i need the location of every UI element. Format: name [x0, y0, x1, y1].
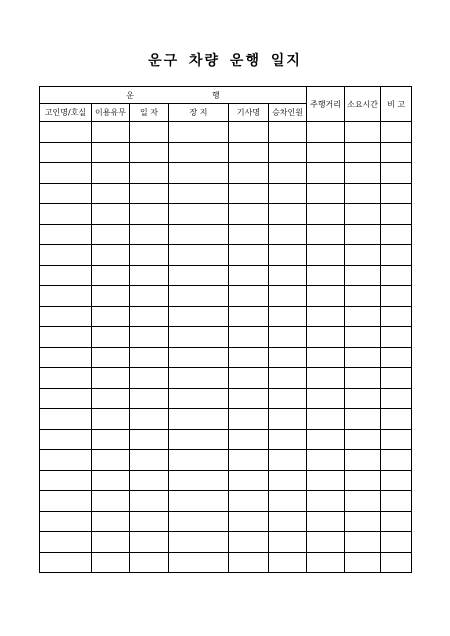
table-cell[interactable]	[307, 286, 345, 307]
table-cell[interactable]	[229, 347, 269, 368]
table-row	[40, 491, 412, 512]
table-cell[interactable]	[269, 429, 307, 450]
table-row	[40, 347, 412, 368]
table-cell[interactable]	[345, 183, 381, 204]
table-cell[interactable]	[229, 122, 269, 143]
table-cell[interactable]	[345, 163, 381, 184]
table-row	[40, 388, 412, 409]
table-cell[interactable]	[40, 327, 92, 348]
table-cell[interactable]	[40, 388, 92, 409]
table-cell[interactable]	[92, 286, 130, 307]
table-cell[interactable]	[345, 347, 381, 368]
header-passengers: 승차인원	[269, 104, 307, 122]
table-cell[interactable]	[229, 265, 269, 286]
table-cell[interactable]	[130, 409, 169, 430]
table-cell[interactable]	[92, 429, 130, 450]
table-cell[interactable]	[130, 265, 169, 286]
table-row	[40, 368, 412, 389]
table-cell[interactable]	[169, 511, 229, 532]
table-cell[interactable]	[169, 347, 229, 368]
table-cell[interactable]	[40, 122, 92, 143]
table-cell[interactable]	[40, 409, 92, 430]
table-cell[interactable]	[130, 368, 169, 389]
table-cell[interactable]	[269, 163, 307, 184]
table-cell[interactable]	[169, 306, 229, 327]
table-cell[interactable]	[169, 552, 229, 573]
table-cell[interactable]	[169, 491, 229, 512]
table-cell[interactable]	[40, 265, 92, 286]
table-cell[interactable]	[92, 204, 130, 225]
table-row	[40, 532, 412, 553]
table-cell[interactable]	[381, 511, 412, 532]
table-cell[interactable]	[269, 142, 307, 163]
table-cell[interactable]	[307, 265, 345, 286]
table-cell[interactable]	[40, 491, 92, 512]
table-cell[interactable]	[307, 224, 345, 245]
table-cell[interactable]	[345, 306, 381, 327]
table-cell[interactable]	[229, 511, 269, 532]
table-cell[interactable]	[381, 204, 412, 225]
table-cell[interactable]	[169, 224, 229, 245]
table-cell[interactable]	[92, 142, 130, 163]
table-cell[interactable]	[345, 532, 381, 553]
table-row	[40, 286, 412, 307]
table-cell[interactable]	[130, 491, 169, 512]
table-cell[interactable]	[269, 245, 307, 266]
header-driver: 기사명	[229, 104, 269, 122]
table-row	[40, 122, 412, 143]
table-cell[interactable]	[92, 409, 130, 430]
table-cell[interactable]	[169, 532, 229, 553]
table-cell[interactable]	[307, 511, 345, 532]
table-cell[interactable]	[40, 142, 92, 163]
table-cell[interactable]	[130, 122, 169, 143]
table-cell[interactable]	[169, 122, 229, 143]
header-usage: 이용유무	[92, 104, 130, 122]
table-cell[interactable]	[269, 388, 307, 409]
table-cell[interactable]	[307, 183, 345, 204]
table-cell[interactable]	[229, 491, 269, 512]
table-cell[interactable]	[345, 552, 381, 573]
table-cell[interactable]	[269, 368, 307, 389]
table-cell[interactable]	[345, 122, 381, 143]
table-cell[interactable]	[40, 204, 92, 225]
table-row	[40, 470, 412, 491]
vehicle-log-table	[39, 86, 412, 573]
table-row	[40, 204, 412, 225]
table-cell[interactable]	[345, 450, 381, 471]
table-cell[interactable]	[307, 142, 345, 163]
table-cell[interactable]	[307, 122, 345, 143]
table-cell[interactable]	[269, 511, 307, 532]
table-cell[interactable]	[345, 204, 381, 225]
table-cell[interactable]	[229, 450, 269, 471]
table-cell[interactable]	[92, 245, 130, 266]
table-cell[interactable]	[345, 286, 381, 307]
group-header-char: 운	[126, 90, 135, 100]
table-cell[interactable]	[169, 265, 229, 286]
table-cell[interactable]	[92, 388, 130, 409]
table-cell[interactable]	[92, 306, 130, 327]
table-cell[interactable]	[229, 224, 269, 245]
table-cell[interactable]	[269, 204, 307, 225]
table-cell[interactable]	[40, 450, 92, 471]
table-cell[interactable]	[269, 491, 307, 512]
table-row	[40, 245, 412, 266]
table-cell[interactable]	[307, 204, 345, 225]
table-cell[interactable]	[381, 224, 412, 245]
table-cell[interactable]	[345, 388, 381, 409]
table-cell[interactable]	[229, 368, 269, 389]
table-cell[interactable]	[169, 388, 229, 409]
table-cell[interactable]	[269, 532, 307, 553]
table-cell[interactable]	[381, 306, 412, 327]
table-cell[interactable]	[92, 265, 130, 286]
table-cell[interactable]	[229, 470, 269, 491]
table-cell[interactable]	[130, 511, 169, 532]
table-cell[interactable]	[92, 122, 130, 143]
table-row	[40, 409, 412, 430]
table-row	[40, 265, 412, 286]
table-cell[interactable]	[92, 327, 130, 348]
table-row	[40, 429, 412, 450]
table-cell[interactable]	[307, 532, 345, 553]
table-cell[interactable]	[169, 142, 229, 163]
table-cell[interactable]	[307, 470, 345, 491]
table-cell[interactable]	[40, 347, 92, 368]
table-row	[40, 142, 412, 163]
log-table-body	[40, 122, 412, 573]
table-cell[interactable]	[269, 286, 307, 307]
table-cell[interactable]	[169, 470, 229, 491]
header-date: 일 자	[130, 104, 169, 122]
table-cell[interactable]	[169, 204, 229, 225]
table-cell[interactable]	[381, 183, 412, 204]
table-cell[interactable]	[307, 347, 345, 368]
table-cell[interactable]	[229, 327, 269, 348]
table-cell[interactable]	[269, 409, 307, 430]
table-cell[interactable]	[381, 327, 412, 348]
table-cell[interactable]	[40, 183, 92, 204]
table-row	[40, 224, 412, 245]
operation-group-header	[40, 87, 307, 104]
table-row	[40, 327, 412, 348]
table-cell[interactable]	[130, 142, 169, 163]
table-cell[interactable]	[307, 368, 345, 389]
table-row	[40, 306, 412, 327]
table-cell[interactable]	[130, 327, 169, 348]
table-cell[interactable]	[130, 532, 169, 553]
table-cell[interactable]	[40, 163, 92, 184]
table-cell[interactable]	[169, 163, 229, 184]
table-cell[interactable]	[269, 224, 307, 245]
table-cell[interactable]	[92, 183, 130, 204]
table-cell[interactable]	[130, 163, 169, 184]
table-cell[interactable]	[130, 450, 169, 471]
table-cell[interactable]	[345, 142, 381, 163]
table-cell[interactable]	[92, 491, 130, 512]
table-cell[interactable]	[229, 163, 269, 184]
table-cell[interactable]	[40, 286, 92, 307]
document-title: 운구 차량 운행 일지	[148, 53, 302, 69]
table-cell[interactable]	[307, 388, 345, 409]
table-cell[interactable]	[269, 122, 307, 143]
table-cell[interactable]	[92, 470, 130, 491]
table-cell[interactable]	[229, 429, 269, 450]
table-cell[interactable]	[40, 511, 92, 532]
table-cell[interactable]	[269, 265, 307, 286]
table-cell[interactable]	[229, 306, 269, 327]
table-cell[interactable]	[40, 532, 92, 553]
table-cell[interactable]	[169, 450, 229, 471]
table-cell[interactable]	[307, 450, 345, 471]
table-cell[interactable]	[345, 368, 381, 389]
table-cell[interactable]	[307, 306, 345, 327]
table-cell[interactable]	[381, 409, 412, 430]
table-cell[interactable]	[229, 532, 269, 553]
header-distance: 주행거리	[307, 87, 345, 122]
table-cell[interactable]	[269, 347, 307, 368]
table-cell[interactable]	[130, 388, 169, 409]
table-cell[interactable]	[92, 552, 130, 573]
table-cell[interactable]	[92, 347, 130, 368]
table-cell[interactable]	[130, 470, 169, 491]
table-cell[interactable]	[269, 183, 307, 204]
table-cell[interactable]	[229, 409, 269, 430]
header-remarks: 비 고	[381, 87, 412, 122]
table-cell[interactable]	[92, 224, 130, 245]
table-cell[interactable]	[307, 491, 345, 512]
table-cell[interactable]	[169, 245, 229, 266]
table-cell[interactable]	[229, 388, 269, 409]
table-cell[interactable]	[345, 327, 381, 348]
table-cell[interactable]	[229, 286, 269, 307]
table-cell[interactable]	[345, 470, 381, 491]
table-cell[interactable]	[92, 368, 130, 389]
table-cell[interactable]	[381, 142, 412, 163]
table-cell[interactable]	[345, 409, 381, 430]
table-cell[interactable]	[130, 347, 169, 368]
table-row	[40, 450, 412, 471]
header-burial-place: 장 지	[169, 104, 229, 122]
table-cell[interactable]	[169, 286, 229, 307]
table-cell[interactable]	[169, 368, 229, 389]
table-cell[interactable]	[229, 204, 269, 225]
table-cell[interactable]	[381, 122, 412, 143]
header-deceased-room: 고인명/호실	[40, 104, 92, 122]
table-cell[interactable]	[40, 224, 92, 245]
table-row	[40, 163, 412, 184]
table-cell[interactable]	[169, 409, 229, 430]
table-cell[interactable]	[381, 450, 412, 471]
table-row	[40, 552, 412, 573]
table-cell[interactable]	[40, 306, 92, 327]
table-cell[interactable]	[345, 245, 381, 266]
table-cell[interactable]	[345, 491, 381, 512]
table-cell[interactable]	[381, 388, 412, 409]
table-cell[interactable]	[92, 163, 130, 184]
table-cell[interactable]	[269, 306, 307, 327]
table-cell[interactable]	[130, 204, 169, 225]
table-cell[interactable]	[381, 552, 412, 573]
table-cell[interactable]	[229, 552, 269, 573]
table-cell[interactable]	[381, 491, 412, 512]
table-cell[interactable]	[269, 552, 307, 573]
table-cell[interactable]	[92, 450, 130, 471]
table-cell[interactable]	[307, 163, 345, 184]
table-cell[interactable]	[381, 347, 412, 368]
table-cell[interactable]	[40, 429, 92, 450]
table-cell[interactable]	[130, 286, 169, 307]
table-cell[interactable]	[169, 327, 229, 348]
table-cell[interactable]	[381, 163, 412, 184]
table-cell[interactable]	[40, 245, 92, 266]
table-cell[interactable]	[381, 368, 412, 389]
table-cell[interactable]	[229, 142, 269, 163]
table-cell[interactable]	[381, 470, 412, 491]
table-cell[interactable]	[345, 511, 381, 532]
table-cell[interactable]	[40, 368, 92, 389]
table-cell[interactable]	[307, 429, 345, 450]
table-cell[interactable]	[169, 183, 229, 204]
table-cell[interactable]	[307, 552, 345, 573]
table-cell[interactable]	[381, 429, 412, 450]
table-cell[interactable]	[92, 532, 130, 553]
table-cell[interactable]	[269, 450, 307, 471]
table-cell[interactable]	[345, 429, 381, 450]
table-cell[interactable]	[345, 265, 381, 286]
table-cell[interactable]	[381, 245, 412, 266]
table-cell[interactable]	[40, 552, 92, 573]
header-duration: 소요시간	[345, 87, 381, 122]
table-cell[interactable]	[269, 327, 307, 348]
table-cell[interactable]	[381, 532, 412, 553]
group-header-char: 행	[212, 90, 220, 100]
table-cell[interactable]	[169, 429, 229, 450]
table-row	[40, 183, 412, 204]
table-cell[interactable]	[130, 429, 169, 450]
table-cell[interactable]	[229, 183, 269, 204]
table-cell[interactable]	[307, 409, 345, 430]
table-cell[interactable]	[40, 470, 92, 491]
table-row	[40, 511, 412, 532]
table-cell[interactable]	[307, 245, 345, 266]
table-cell[interactable]	[130, 306, 169, 327]
table-cell[interactable]	[229, 245, 269, 266]
table-cell[interactable]	[381, 286, 412, 307]
table-cell[interactable]	[307, 327, 345, 348]
table-cell[interactable]	[130, 552, 169, 573]
table-cell[interactable]	[130, 245, 169, 266]
table-cell[interactable]	[92, 511, 130, 532]
table-cell[interactable]	[130, 224, 169, 245]
table-cell[interactable]	[269, 470, 307, 491]
table-cell[interactable]	[381, 265, 412, 286]
table-cell[interactable]	[130, 183, 169, 204]
table-cell[interactable]	[345, 224, 381, 245]
